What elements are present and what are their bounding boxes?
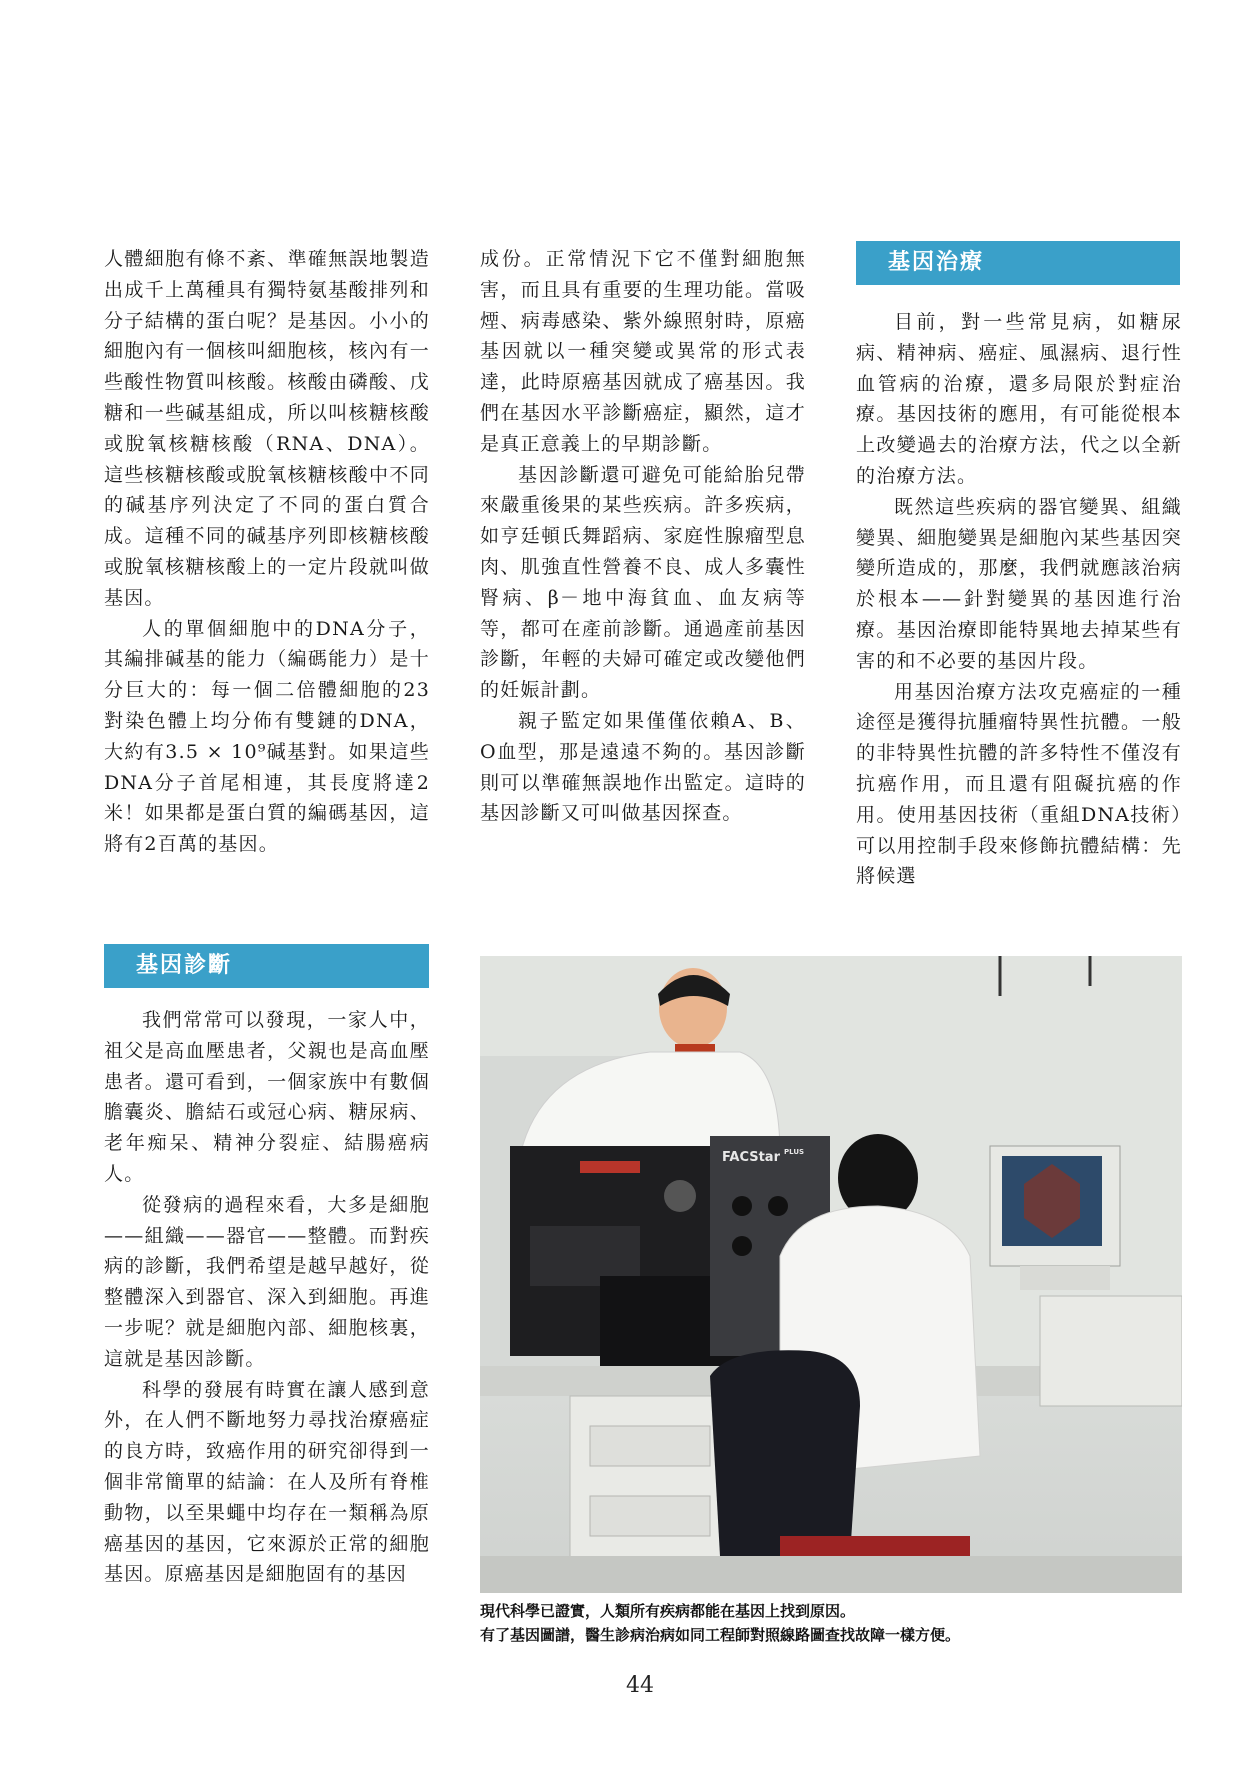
dial <box>768 1196 788 1216</box>
office-chair <box>710 1350 860 1556</box>
paragraph: 從發病的過程來看，大多是細胞——組織——器官——整體。而對疾病的診斷，我們希望是越早越好，從整體深入到器官、深入到細胞。再進一步呢？就是細胞內部、細胞核裏，這就是基因診斷。 <box>104 1193 430 1370</box>
left-column-bottom <box>104 1005 430 1590</box>
instrument-knob <box>664 1180 696 1212</box>
floor <box>480 1556 1182 1593</box>
section-heading-gene-therapy: 基因治療 <box>856 241 1180 285</box>
lab-scene-illustration <box>480 956 1182 1593</box>
chair-seat <box>780 1536 970 1556</box>
caption-line: 現代科學已證實，人類所有疾病都能在基因上找到原因。 <box>480 1602 856 1620</box>
paragraph: 目前，對一些常見病，如糖尿病、精神病、癌症、風濕病、退行性血管病的治療，還多局限於對症治療。基因技術的應用，有可能從根本上改變過去的治療方法，代之以全新的治療方法。 <box>856 311 1182 487</box>
drawer <box>590 1496 710 1536</box>
caption-line: 有了基因圖譜，醫生診病治病如同工程師對照線路圖查找故障一樣方便。 <box>480 1626 961 1644</box>
lab-photo <box>480 956 1182 1593</box>
monitor-stand <box>1020 1266 1110 1290</box>
facstar-label: FACStar <box>722 1150 780 1165</box>
dial <box>732 1236 752 1256</box>
paragraph: 成份。正常情況下它不僅對細胞無害，而且具有重要的生理功能。當吸煙、病毒感染、紫外線照射時，原癌基因就以一種突變或異常的形式表達，此時原癌基因就成了癌基因。我們在基因水平診斷癌症，顯然，這才是真正意義上的早期診斷。 <box>480 248 806 455</box>
photo-caption <box>480 1599 1182 1647</box>
middle-column <box>480 244 806 829</box>
paragraph: 人體細胞有條不紊、準確無誤地製造出成千上萬種具有獨特氨基酸排列和分子結構的蛋白呢？是基因。小小的細胞內有一個核叫細胞核，核內有一些酸性物質叫核酸。核酸由磷酸、戊糖和一些碱基組成，所以叫核糖核酸或脫氧核糖核酸（RNA、DNA）。這些核糖核酸或脫氧核糖核酸中不同的碱基序列決定了不同的蛋白質合成。這種不同的碱基序列即核糖核酸或脫氧核糖核酸上的一定片段就叫做基因。 <box>104 248 430 609</box>
instrument-badge <box>580 1161 640 1173</box>
paragraph: 基因診斷還可避免可能給胎兒帶來嚴重後果的某些疾病。許多疾病，如亨廷頓氏舞蹈病、家庭性腺瘤型息肉、肌強直性營養不良、成人多囊性腎病、β－地中海貧血、血友病等等，都可在產前診斷。通過產前基因診斷，年輕的夫婦可確定或改變他們的妊娠計劃。 <box>480 463 806 702</box>
right-column <box>856 307 1182 892</box>
page-number: 44 <box>626 1673 654 1698</box>
paragraph: 既然這些疾病的器官變異、組織變異、細胞變異是細胞內某些基因突變所造成的，那麼，我們就應該治病於根本——針對變異的基因進行治療。基因治療即能特異地去掉某些有害的和不必要的基因片段。 <box>856 495 1182 672</box>
paragraph: 人的單個細胞中的DNA分子，其編排碱基的能力（編碼能力）是十分巨大的：每一個二倍體細胞的23對染色體上均分佈有雙鏈的DNA，大約有3.5 × 10⁹碱基對。如果這些DNA分子首尾相連，其長度將達2米！如果都是蛋白質的編碼基因，這將有2百萬的基因。 <box>104 617 430 856</box>
paragraph: 我們常常可以發現，一家人中，祖父是高血壓患者，父親也是高血壓患者。還可看到，一個家族中有數個膽囊炎、膽結石或冠心病、糖尿病、老年痴呆、精神分裂症、結腸癌病人。 <box>104 1009 430 1185</box>
left-column-top <box>104 244 430 860</box>
paragraph: 親子監定如果僅僅依賴A、B、O血型，那是遠遠不夠的。基因診斷則可以準確無誤地作出監定。這時的基因診斷又可叫做基因探查。 <box>480 709 806 825</box>
paragraph: 用基因治療方法攻克癌症的一種途徑是獲得抗腫瘤特異性抗體。一般的非特異性抗體的許多特性不僅沒有抗癌作用，而且還有阻礙抗癌的作用。使用基因技術（重組DNA技術）可以用控制手段來修飾抗體結構：先將候選 <box>856 680 1182 888</box>
computer-tower <box>1040 1296 1182 1406</box>
paragraph: 科學的發展有時實在讓人感到意外，在人們不斷地努力尋找治療癌症的良方時，致癌作用的研究卻得到一個非常簡單的結論：在人及所有脊椎動物，以至果蠅中均存在一類稱為原癌基因的基因，它來源於正常的細胞基因。原癌基因是細胞固有的基因 <box>104 1378 430 1586</box>
dial <box>732 1196 752 1216</box>
facstar-superscript: PLUS <box>784 1148 805 1156</box>
drawer <box>590 1426 710 1466</box>
section-heading-gene-diagnosis: 基因診斷 <box>104 944 429 988</box>
